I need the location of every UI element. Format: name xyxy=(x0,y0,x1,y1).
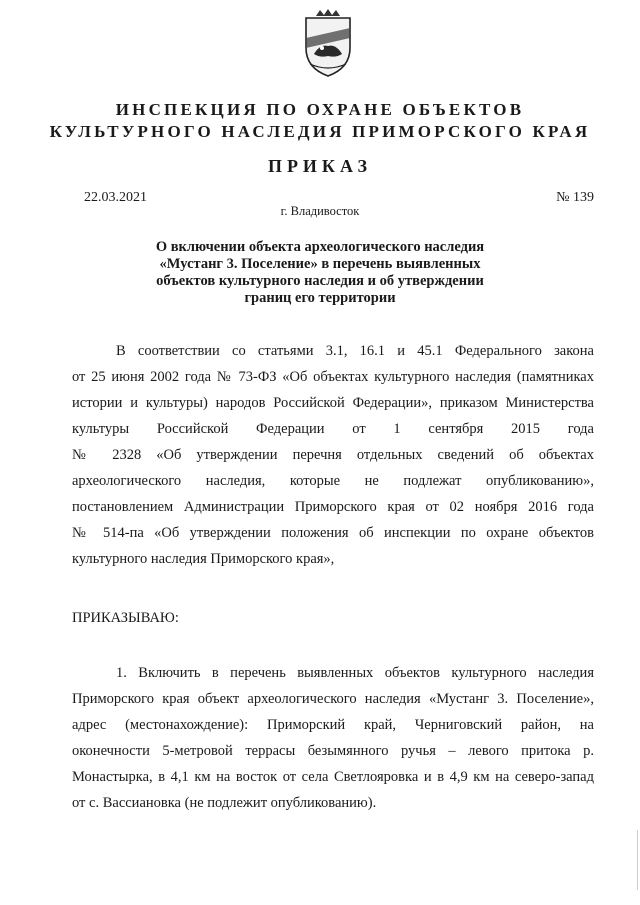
organization-name-line2: КУЛЬТУРНОГО НАСЛЕДИЯ ПРИМОРСКОГО КРАЯ xyxy=(49,122,591,141)
preamble-line: истории и культуры) народов Российской Федерации», приказом Министерства xyxy=(72,395,594,411)
organization-name-line1: ИНСПЕКЦИЯ ПО ОХРАНЕ ОБЪЕКТОВ xyxy=(115,100,525,119)
preamble-line: культурного наследия Приморского края», xyxy=(72,551,335,567)
preamble-line: № 2328 «Об утверждении перечня отдельных сведений об объектах xyxy=(72,447,594,463)
item-1-line: от с. Вассиановка (не подлежит опубликованию). xyxy=(72,795,377,811)
order-title-line: границ его территории xyxy=(244,290,396,306)
item-1-line: Приморского края объект археологического наследия «Мустанг 3. Поселение», xyxy=(72,691,594,707)
order-title-line: «Мустанг 3. Поселение» в перечень выявленных xyxy=(159,256,481,272)
item-1-paragraph xyxy=(72,660,594,816)
order-title xyxy=(120,239,520,307)
order-number: № 139 xyxy=(556,190,594,205)
item-1-line: оконечности 5-метровой террасы безымянного ручья – левого притока р. xyxy=(72,743,594,759)
order-directive: ПРИКАЗЫВАЮ: xyxy=(72,610,179,626)
scan-edge-mark xyxy=(637,830,638,890)
item-1-line: адрес (местонахождение): Приморский край, Черниговский район, на xyxy=(72,717,594,733)
order-city: г. Владивосток xyxy=(280,204,360,218)
order-title-line: О включении объекта археологического наследия xyxy=(155,239,485,255)
preamble-line: культуры Российской Федерации от 1 сентября 2015 года xyxy=(72,421,594,437)
preamble-line: от 25 июня 2002 года № 73-ФЗ «Об объектах культурного наследия (памятниках xyxy=(72,369,594,385)
preamble-line: № 514-па «Об утверждении положения об инспекции по охране объектов xyxy=(72,525,594,541)
document-type: ПРИКАЗ xyxy=(267,156,373,176)
item-1-line: Монастырка, в 4,1 км на восток от села Светлояровка и в 4,9 км на северо-запад xyxy=(72,769,594,785)
preamble-paragraph xyxy=(72,338,594,572)
order-date: 22.03.2021 xyxy=(84,190,147,205)
order-title-line: объектов культурного наследия и об утверждении xyxy=(156,273,484,289)
preamble-line: археологического наследия, которые не подлежат опубликованию», xyxy=(72,473,594,489)
preamble-line: В соответствии со статьями 3.1, 16.1 и 45.1 Федерального закона xyxy=(116,343,594,359)
preamble-line: постановлением Администрации Приморского края от 02 ноября 2016 года xyxy=(72,499,594,515)
coat-of-arms-icon xyxy=(296,8,360,80)
item-1-line: 1. Включить в перечень выявленных объектов культурного наследия xyxy=(116,665,594,681)
